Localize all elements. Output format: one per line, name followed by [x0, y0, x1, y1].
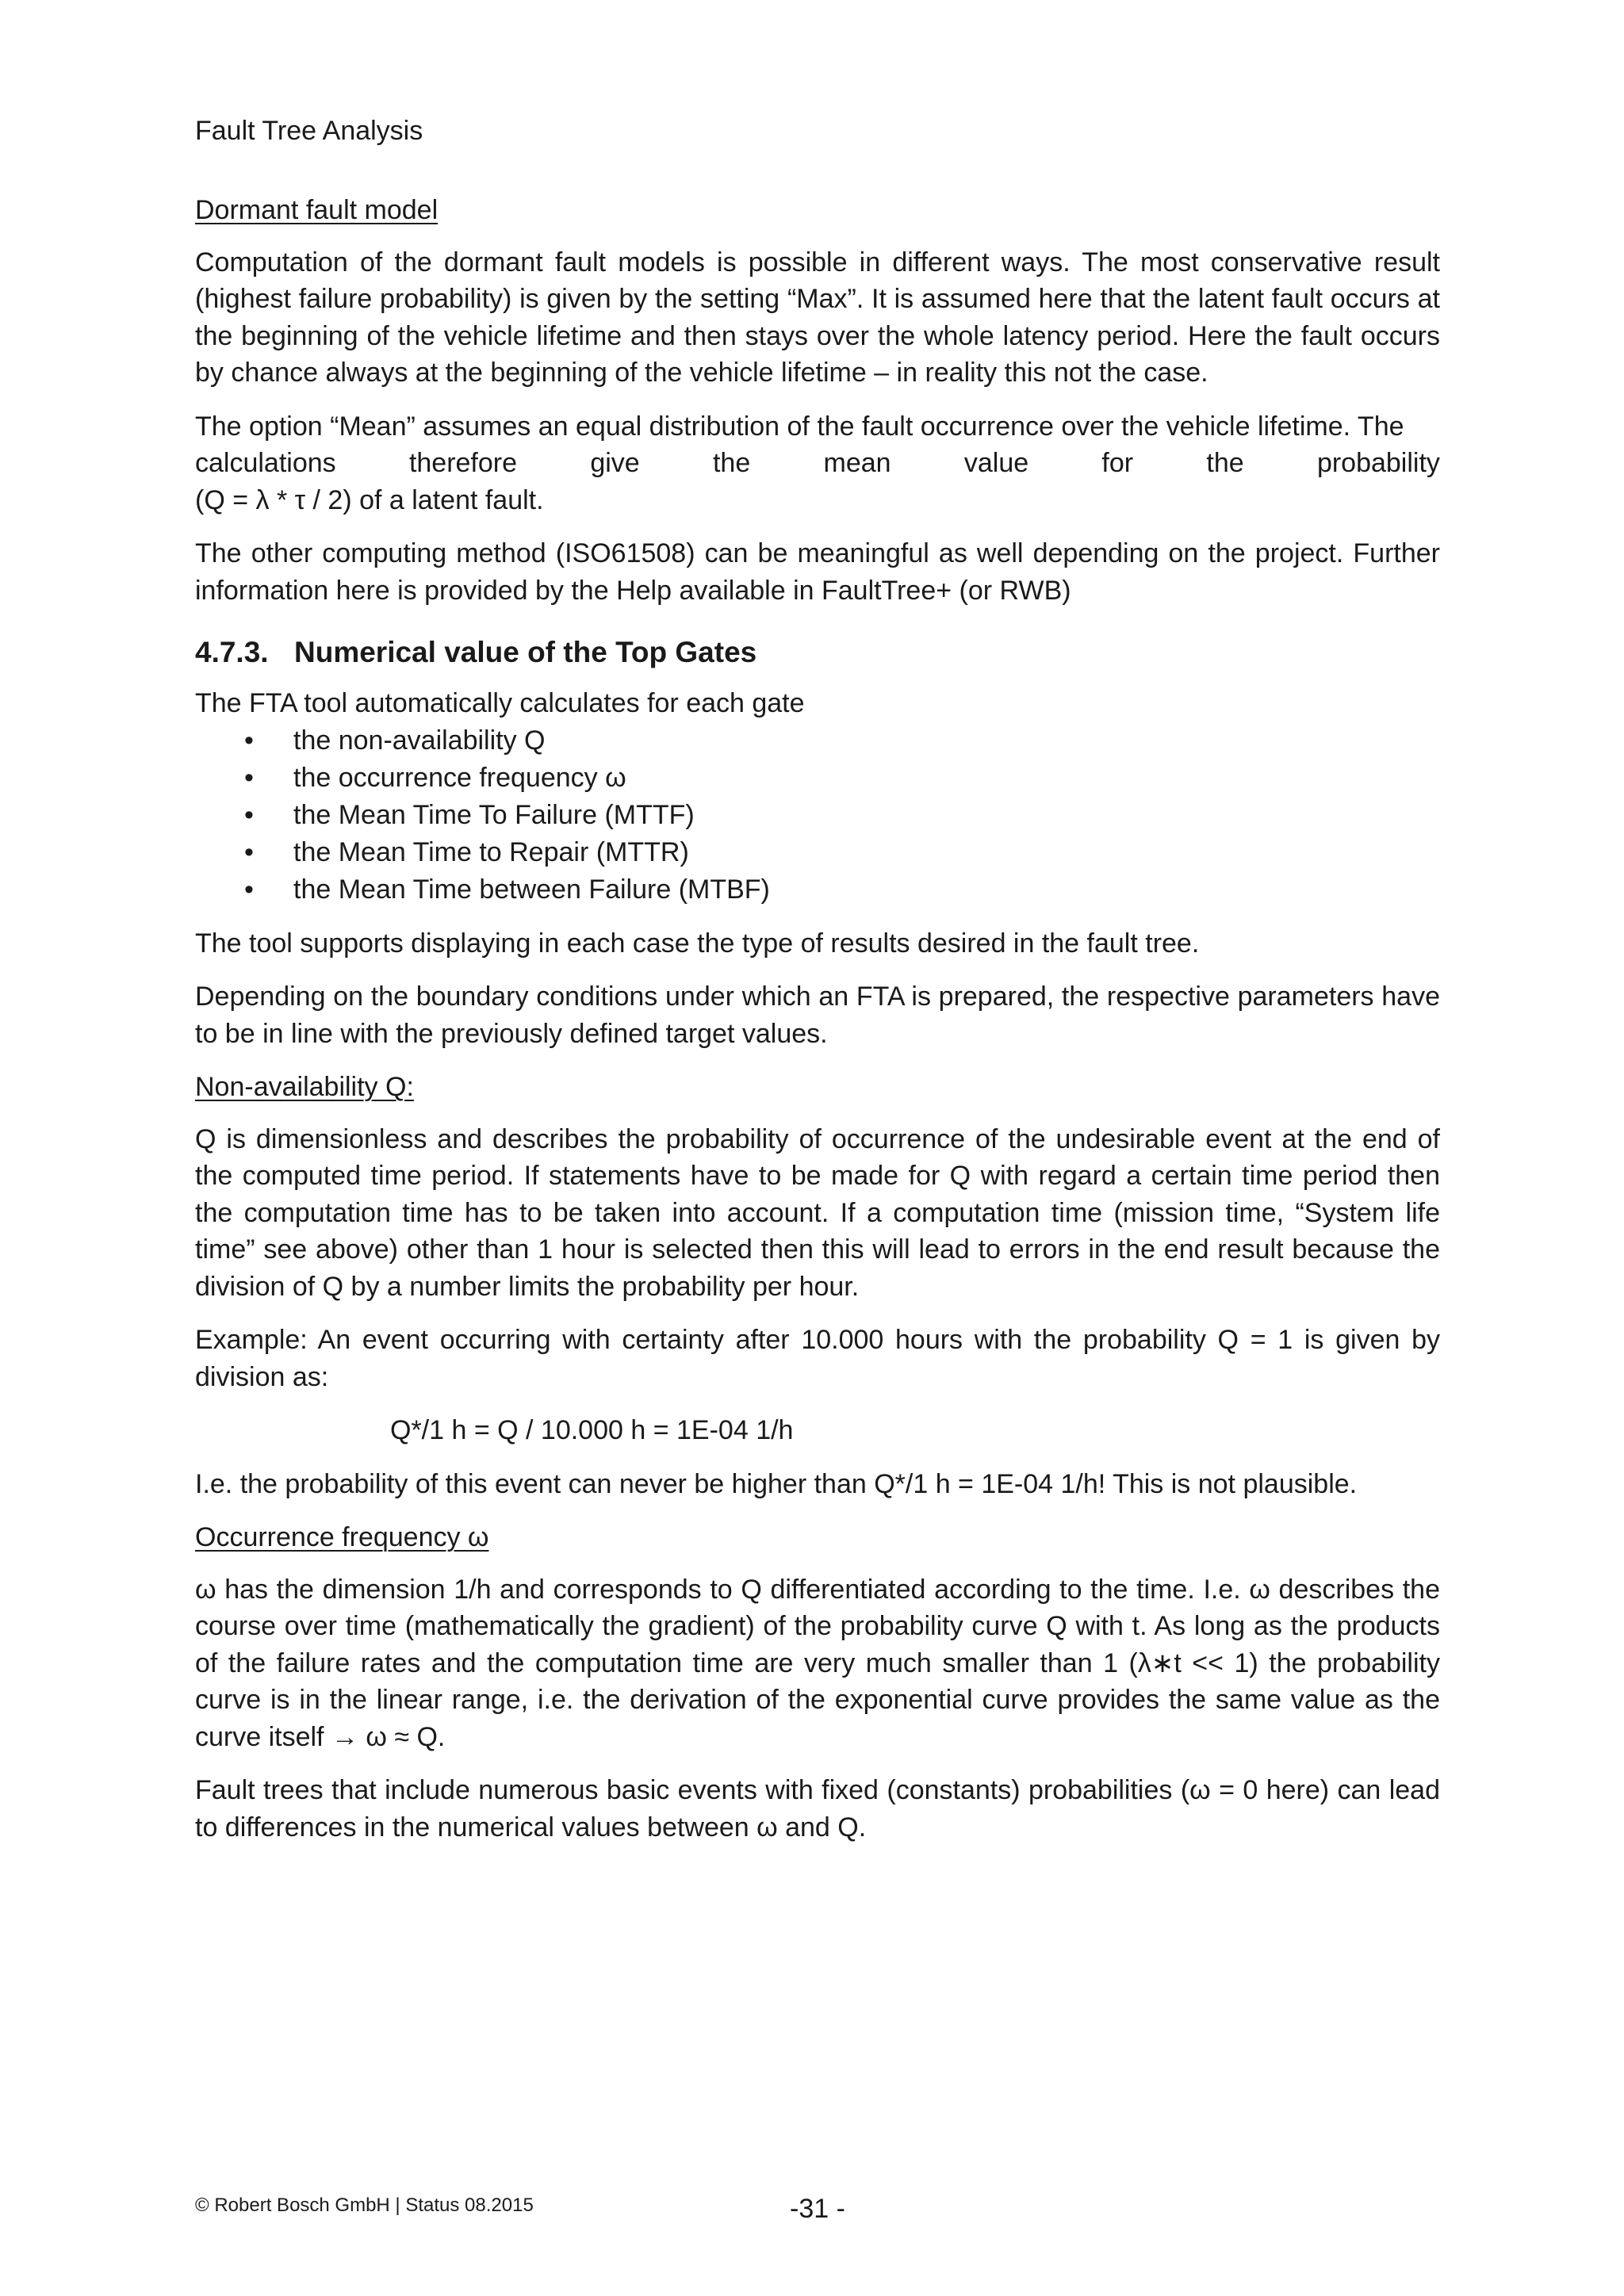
dormant-paragraph-3: The other computing method (ISO61508) can be meaningful as well depending on the project. Further information here is provided by the Help available in FaultTree+ (or RWB) — [195, 538, 1440, 606]
word: calculations — [195, 448, 336, 478]
dormant-paragraph-2-line-2 — [195, 445, 1440, 482]
formula: Q*/1 h = Q / 10.000 h = 1E-04 1/h — [390, 1415, 794, 1445]
list-item — [195, 834, 1440, 871]
ie-paragraph: I.e. the probability of this event can never be higher than Q*/1 h = 1E-04 1/h! This is not plausible. — [195, 1468, 1358, 1499]
word: mean — [823, 448, 891, 478]
list-item-text: the occurrence frequency ω — [293, 762, 626, 793]
bullet-icon: • — [244, 836, 254, 867]
word: value — [963, 448, 1029, 478]
dormant-paragraph-1: Computation of the dormant fault models is possible in different ways. The most conservative result (highest failure probability) is given by the setting “Max”. It is assumed here that the latent fault occurs at the beginning of the vehicle lifetime and then stays over the whole latency period. Here the fault occurs by chance always at the beginning of the vehicle lifetime – in reality this not the case. — [195, 247, 1440, 388]
page-number: -31 - — [790, 2194, 845, 2224]
word: the — [1206, 448, 1244, 478]
boundary-conditions-paragraph: Depending on the boundary conditions under which an FTA is prepared, the respective parameters have to be in line with the previously defined target values. — [195, 982, 1440, 1049]
example-paragraph: Example: An event occurring with certainty after 10.000 hours with the probability Q = 1 is given by division as: — [195, 1325, 1440, 1392]
running-header: Fault Tree Analysis — [195, 116, 423, 146]
word: probability — [1316, 448, 1440, 478]
list-item-text: the non-availability Q — [293, 725, 546, 756]
list-item-text: the Mean Time To Failure (MTTF) — [293, 799, 695, 830]
footer-copyright: © Robert Bosch GmbH | Status 08.2015 — [195, 2195, 534, 2216]
section-number: 4.7.3. — [195, 636, 269, 668]
word: therefore — [408, 448, 518, 478]
page-content — [195, 192, 1440, 1862]
bullet-icon: • — [244, 725, 254, 756]
word: for — [1101, 448, 1134, 478]
bullet-icon: • — [244, 874, 254, 905]
dormant-paragraph-2 — [195, 408, 1440, 519]
section-heading — [195, 633, 1440, 672]
list-item — [195, 871, 1440, 909]
tool-supports-paragraph: The tool supports displaying in each case the type of results desired in the fault tree. — [195, 928, 1200, 959]
list-item — [195, 797, 1440, 834]
word: give — [590, 448, 640, 478]
occurrence-frequency-heading: Occurrence frequency ω — [195, 1522, 489, 1552]
occurrence-paragraph-1: ω has the dimension 1/h and corresponds to Q differentiated according to the time. I.e. ω describes the course over time (mathematically the gradient) of the probability curve Q with t. As long as the products of the failure rates and the computation time are very much smaller than 1 (λ∗t << 1) the probability curve is in the linear range, i.e. the derivation of the exponential curve provides the same value as the curve itself → ω ≈ Q. — [195, 1574, 1440, 1752]
list-item — [195, 760, 1440, 797]
bullet-icon: • — [244, 799, 254, 830]
non-availability-heading: Non-availability Q: — [195, 1072, 414, 1102]
occurrence-paragraph-2: Fault trees that include numerous basic events with fixed (constants) probabilities (ω = 0 here) can lead to differences in the numerical values between ω and Q. — [195, 1775, 1440, 1843]
bullet-icon: • — [244, 762, 254, 793]
dormant-paragraph-2-line-3: (Q = λ * τ / 2) of a latent fault. — [195, 484, 544, 515]
non-availability-paragraph: Q is dimensionless and describes the probability of occurrence of the undesirable event at the end of the computed time period. If statements have to be made for Q with regard a certain time period then the computation time has to be taken into account. If a computation time (mission time, “System life time” see above) other than 1 hour is selected then this will lead to errors in the end result because the division of Q by a number limits the probability per hour. — [195, 1123, 1440, 1302]
section-intro: The FTA tool automatically calculates for each gate — [195, 688, 805, 718]
calculated-values-list — [195, 722, 1440, 909]
list-item-text: the Mean Time between Failure (MTBF) — [293, 874, 770, 905]
dormant-paragraph-2-line-1: The option “Mean” assumes an equal distribution of the fault occurrence over the vehicle lifetime. The — [195, 411, 1404, 442]
section-title: Numerical value of the Top Gates — [294, 636, 757, 668]
dormant-fault-model-heading: Dormant fault model — [195, 195, 439, 225]
list-item-text: the Mean Time to Repair (MTTR) — [293, 836, 689, 867]
list-item — [195, 722, 1440, 760]
word: the — [712, 448, 751, 478]
